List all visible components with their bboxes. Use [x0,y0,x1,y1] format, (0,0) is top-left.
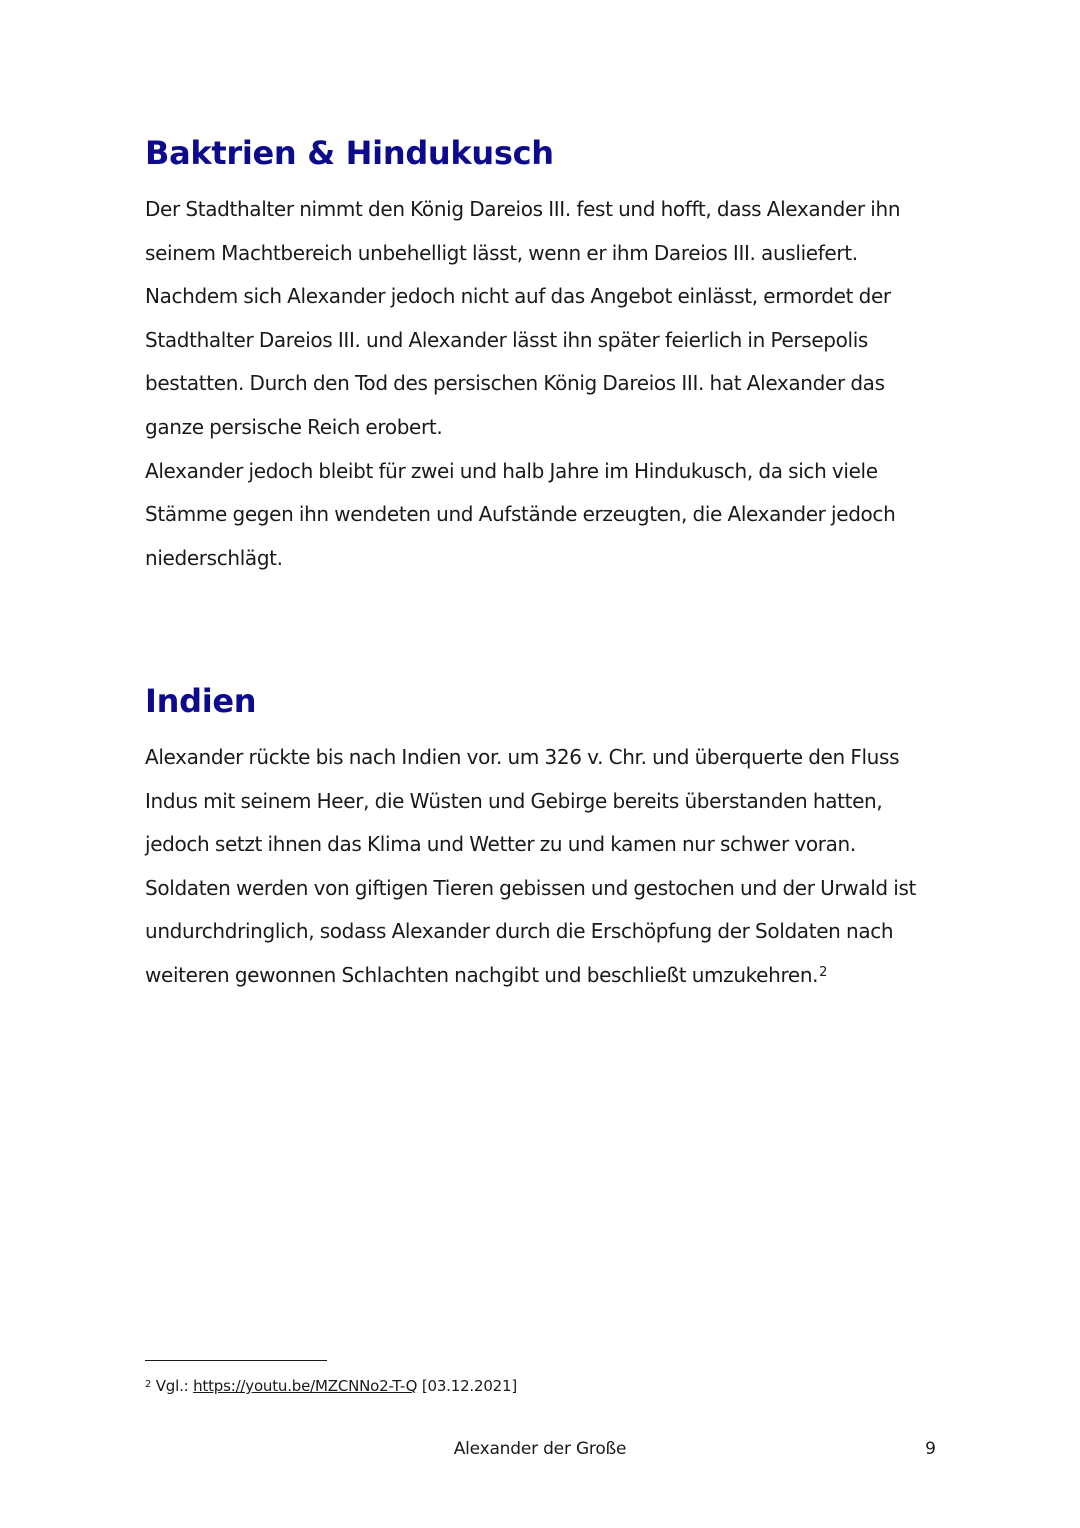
footnote-divider [145,1360,327,1361]
section-heading: Indien [145,682,257,720]
section-indien [145,678,935,998]
section-heading: Baktrien & Hindukusch [145,134,554,172]
footnote-date: [03.12.2021] [421,1377,518,1395]
paragraph: Alexander jedoch bleibt für zwei und halb Jahre im Hindukusch, da sich viele Stämme gegen ihn wendeten und Aufstände erzeugten, die Alexander jedoch niederschlägt. [145,458,896,570]
footnote-link[interactable]: https://youtu.be/MZCNNo2-T-Q [193,1377,418,1395]
paragraph [145,736,935,998]
paragraph: Der Stadthalter nimmt den König Dareios III. fest und hofft, dass Alexander ihn seinem Machtbereich unbehelligt lässt, wenn er ihm Dareios III. ausliefert. Nachdem sich Alexander jedoch nicht auf das Angebot einlässt, ermordet der Stadthalter Dareios III. und Alexander lässt ihn später feierlich in Persepolis bestatten. Durch den Tod des persischen König Dareios III. hat Alexander das ganze persische Reich erobert. [145,197,901,439]
section-baktrien [145,130,935,580]
footnote [145,1375,517,1397]
paragraph-text: Alexander rückte bis nach Indien vor. um 326 v. Chr. und überquerte den Fluss Indus mit seinem Heer, die Wüsten und Gebirge bereits überstanden hatten, jedoch setzt ihnen das Klima und Wetter zu und kamen nur schwer voran. Soldaten werden von giftigen Tieren gebissen und gestochen und der Urwald ist undurchdringlich, sodass Alexander durch die Erschöpfung der Soldaten nach weiteren gewonnen Schlachten nachgibt und beschließt umzukehren. [145,745,917,987]
page-number: 9 [925,1439,936,1459]
footnote-number: 2 [145,1379,152,1390]
footnote-prefix: Vgl.: [155,1377,189,1395]
footnote-reference[interactable]: 2 [819,964,828,980]
footer-title: Alexander der Große [453,1439,627,1459]
